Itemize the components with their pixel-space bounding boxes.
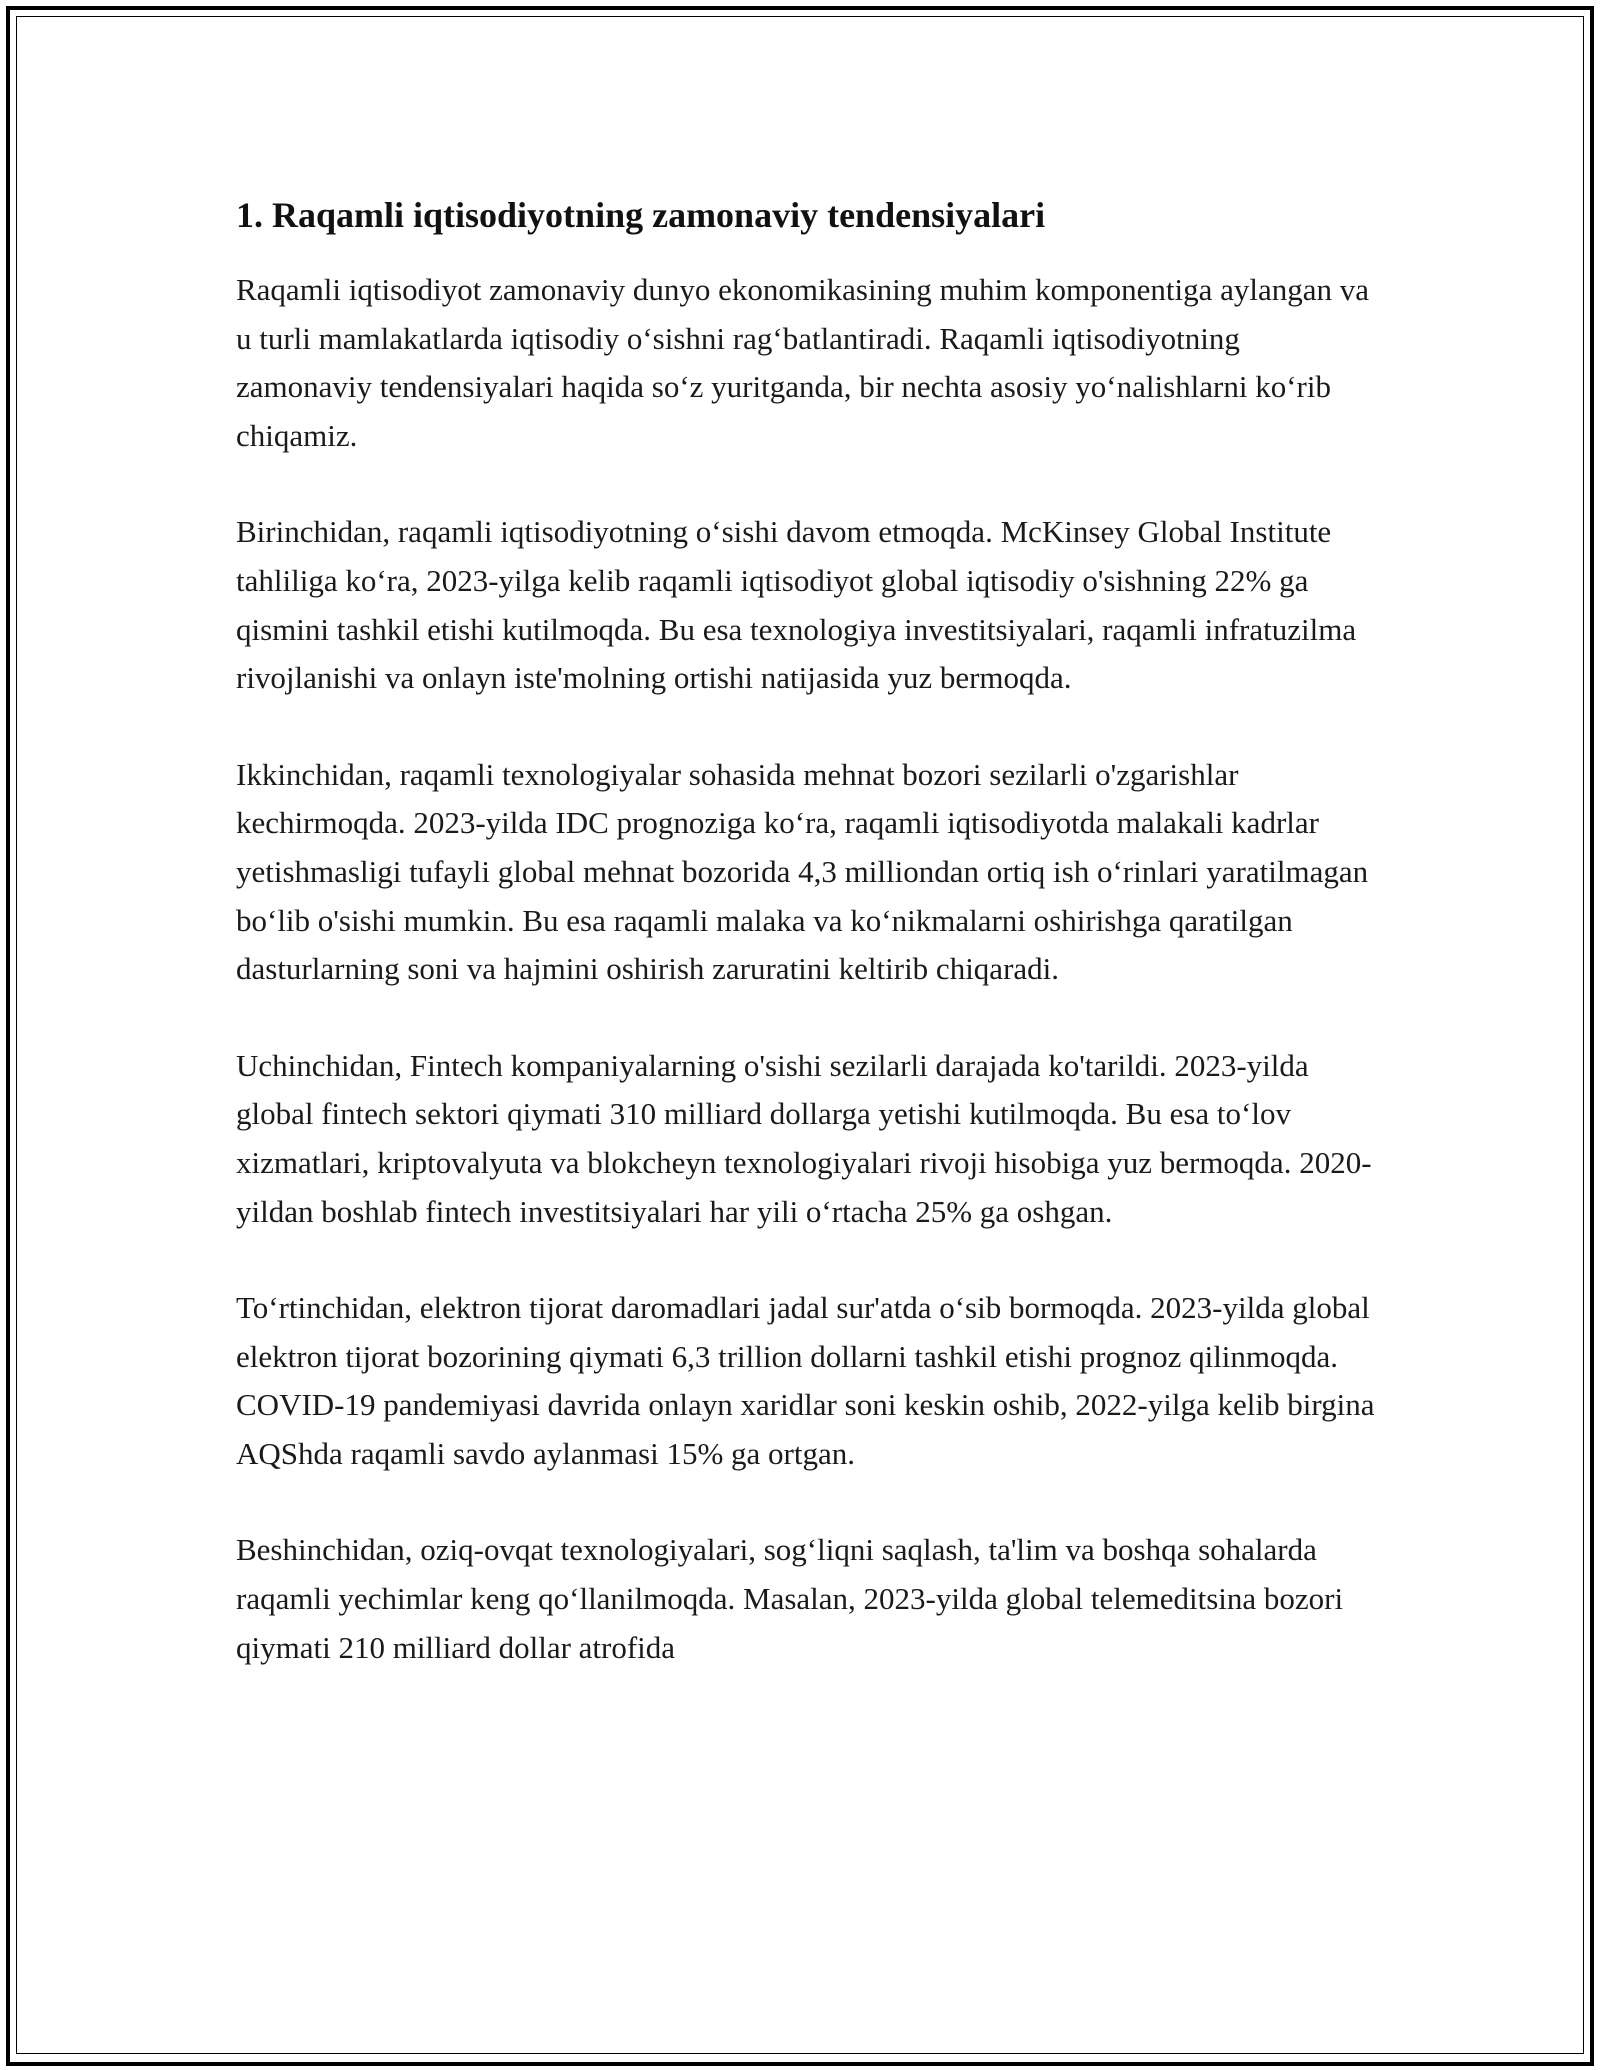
paragraph-second: Ikkinchidan, raqamli texnologiyalar sohasida mehnat bozori sezilarli o'zgarishlar kechirmoqda. 2023-yilda IDC prognoziga ko‘ra, raqamli iqtisodiyotda malakali kadrlar yetishmasligi tufayli global mehnat bozorida 4,3 milliondan ortiq ish o‘rinlari yaratilmagan bo‘lib o'sishi mumkin. Bu esa raqamli malaka va ko‘nikmalarni oshirishga qaratilgan dasturlarning soni va hajmini oshirish zaruratini keltirib chiqaradi. [236,756,1369,987]
paragraph-first: Birinchidan, raqamli iqtisodiyotning o‘sishi davom etmoqda. McKinsey Global Institute tahliliga ko‘ra, 2023-yilga kelib raqamli iqtisodiyot global iqtisodiy o'sishning 22% ga qismini tashkil etishi kutilmoqda. Bu esa texnologiya investitsiyalari, raqamli infratuzilma rivojlanishi va onlayn iste'molning ortishi natijasida yuz bermoqda. [236,514,1357,696]
section-heading: 1. Raqamli iqtisodiyotning zamonaviy tendensiyalari [236,195,1046,235]
paragraph-fifth: Beshinchidan, oziq-ovqat texnologiyalari, sog‘liqni saqlash, ta'lim va boshqa sohalarda raqamli yechimlar keng qo‘llanilmoqda. Masalan, 2023-yilda global telemeditsina bozori qiymati 210 milliard dollar atrofida [236,1532,1344,1665]
paragraph-third: Uchinchidan, Fintech kompaniyalarning o'sishi sezilarli darajada ko'tarildi. 2023-yilda global fintech sektori qiymati 310 milliard dollarga yetishi kutilmoqda. Bu esa to‘lov xizmatlari, kriptovalyuta va blokcheyn texnologiyalari rivoji hisobiga yuz bermoqda. 2020-yildan boshlab fintech investitsiyalari har yili o‘rtacha 25% ga oshgan. [236,1047,1372,1229]
paragraph-fourth: To‘rtinchidan, elektron tijorat daromadlari jadal sur'atda o‘sib bormoqda. 2023-yilda global elektron tijorat bozorining qiymati 6,3 trillion dollarni tashkil etishi prognoz qilinmoqda. COVID-19 pandemiyasi davrida onlayn xaridlar soni keskin oshib, 2022-yilga kelib birgina AQShda raqamli savdo aylanmasi 15% ga ortgan. [236,1290,1375,1471]
document-body [236,190,1376,1720]
paragraph-intro: Raqamli iqtisodiyot zamonaviy dunyo ekonomikasining muhim komponentiga aylangan va u turli mamlakatlarda iqtisodiy o‘sishni rag‘batlantiradi. Raqamli iqtisodiyotning zamonaviy tendensiyalari haqida so‘z yuritganda, bir nechta asosiy yo‘nalishlarni ko‘rib chiqamiz. [236,272,1370,453]
